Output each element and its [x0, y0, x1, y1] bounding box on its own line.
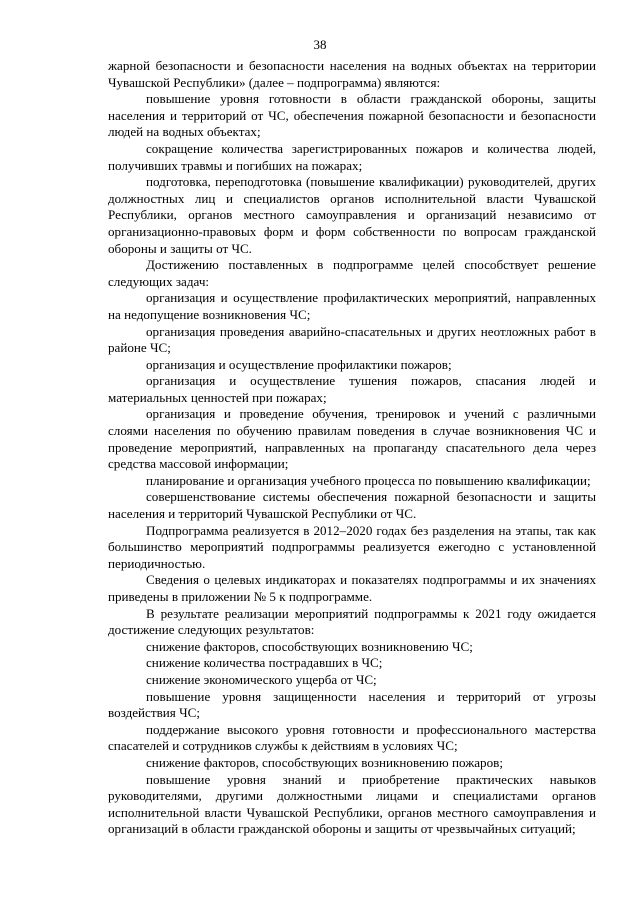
paragraph: организация проведения аварийно-спасательных и других неотложных работ в районе ЧС; — [108, 323, 596, 356]
paragraph: В результате реализации мероприятий подпрограммы к 2021 году ожидается достижение следующих результатов: — [108, 605, 596, 638]
paragraph: жарной безопасности и безопасности населения на водных объектах на территории Чувашской Республики» (далее – подпрограмма) являются: — [108, 58, 596, 90]
paragraph: организация и осуществление профилактических мероприятий, направленных на недопущение возникновения ЧС; — [108, 290, 596, 322]
paragraph: организация и осуществление тушения пожаров, спасания людей и материальных ценностей при пожарах; — [108, 373, 596, 405]
paragraph: повышение уровня знаний и приобретение практических навыков руководителями, другими должностными лицами и специалистами органов исполнительной власти Чувашской Республики, органов местного самоуправления и организаций в области гражданской обороны и защиты от чрезвычайных ситуаций; — [108, 771, 596, 837]
page-number: 38 — [313, 37, 327, 52]
paragraph: сокращение количества зарегистрированных пожаров и количества людей, получивших травмы и погибших на пожарах; — [108, 140, 596, 173]
paragraph: снижение факторов, способствующих возникновению ЧС; — [146, 638, 473, 654]
paragraph: Сведения о целевых индикаторах и показателях подпрограммы и их значениях приведены в приложении № 5 к подпрограмме. — [108, 572, 596, 604]
paragraph: организация и проведение обучения, тренировок и учений с различными слоями населения по обучению правилам поведения в случае возникновения ЧС и проведение мероприятий, направленных на пропаганду спасательного дела через средства массовой информации; — [108, 406, 596, 472]
paragraph: Достижению поставленных в подпрограмме целей способствует решение следующих задач: — [108, 257, 596, 289]
paragraph: снижение экономического ущерба от ЧС; — [146, 671, 377, 687]
paragraph: планирование и организация учебного процесса по повышению квалификации; — [146, 472, 591, 488]
paragraph: подготовка, переподготовка (повышение квалификации) руководителей, других должностных лиц и специалистов органов исполнительной власти Чувашской Республики, органов местного самоуправления и организаций независимо от организационно-правовых форм и форм собственности по вопросам гражданской обороны и защиты от ЧС. — [108, 174, 596, 256]
paragraph: снижение количества пострадавших в ЧС; — [146, 655, 383, 671]
paragraph: организация и осуществление профилактики пожаров; — [146, 356, 452, 372]
paragraph: повышение уровня защищенности населения и территорий от угрозы воздействия ЧС; — [108, 688, 596, 721]
document-body — [108, 58, 596, 838]
paragraph: снижение факторов, способствующих возникновению пожаров; — [146, 754, 503, 770]
paragraph: совершенствование системы обеспечения пожарной безопасности и защиты населения и территорий Чувашской Республики от ЧС. — [108, 489, 596, 522]
paragraph: поддержание высокого уровня готовности и профессионального мастерства спасателей и сотрудников службы к действиям в условиях ЧС; — [108, 721, 596, 754]
paragraph: Подпрограмма реализуется в 2012–2020 годах без разделения на этапы, так как большинство мероприятий подпрограммы реализуется ежегодно с установленной периодичностью. — [108, 522, 596, 571]
paragraph: повышение уровня готовности в области гражданской обороны, защиты населения и территорий от ЧС, обеспечения пожарной безопасности и безопасности людей на водных объектах; — [108, 91, 596, 140]
